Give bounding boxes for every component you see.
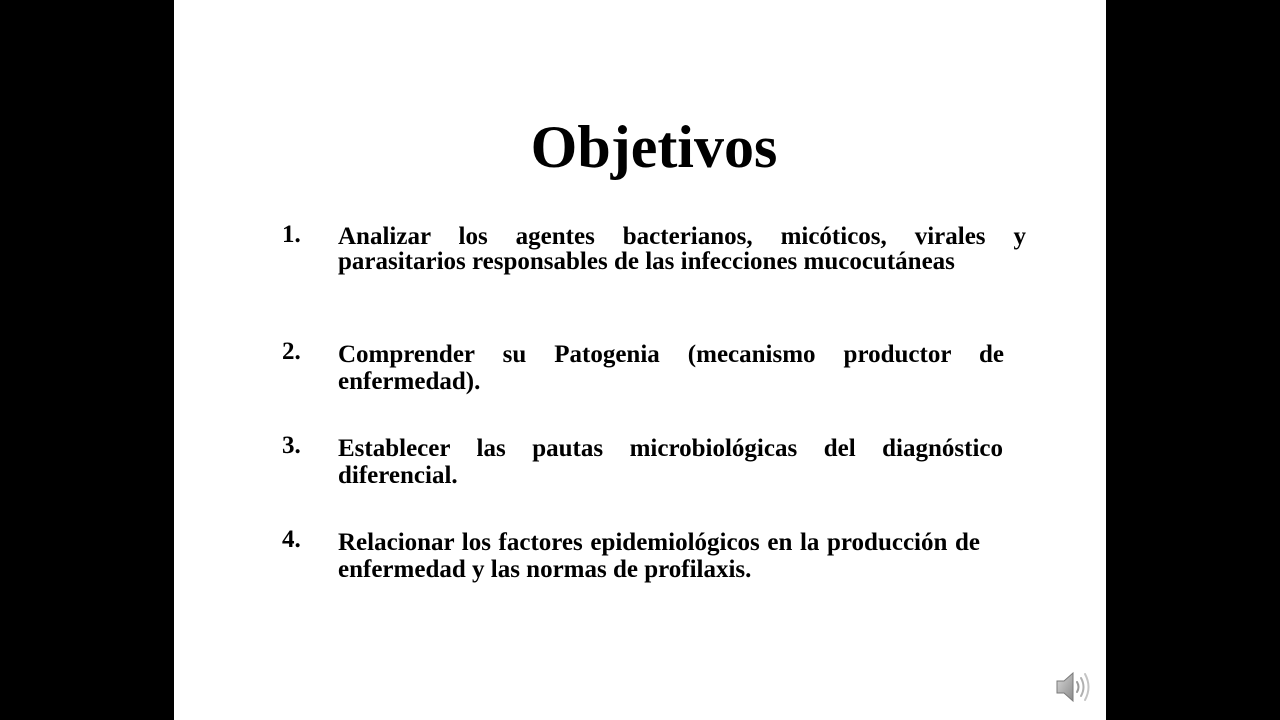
speaker-icon-graphic: [1054, 668, 1094, 706]
objective-text: Relacionar los factores epidemiológicos en la producción de enfermedad y las normas de profilaxis.: [338, 529, 980, 583]
objective-number: 4.: [282, 526, 301, 553]
presentation-slide: [174, 0, 1106, 720]
objective-text: Comprender su Patogenia (mecanismo productor de enfermedad).: [338, 341, 1004, 395]
objective-number: 1.: [282, 221, 301, 248]
objective-number: 2.: [282, 338, 301, 365]
objective-text: Analizar los agentes bacterianos, micóticos, virales y parasitarios responsables de las infecciones mucocutáneas: [338, 223, 1026, 275]
speaker-icon[interactable]: [1054, 668, 1094, 706]
objective-number: 3.: [282, 432, 301, 459]
slide-title: Objetivos: [530, 114, 778, 180]
objective-text: Establecer las pautas microbiológicas del diagnóstico diferencial.: [338, 435, 1003, 489]
